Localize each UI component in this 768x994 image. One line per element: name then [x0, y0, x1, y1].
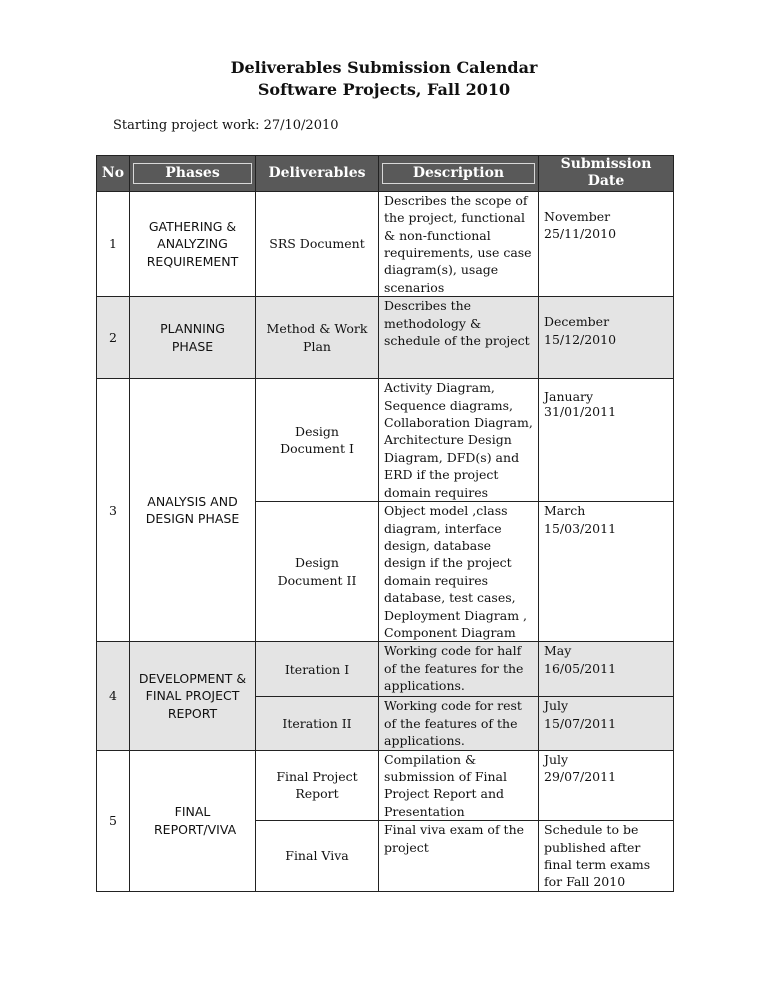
header-no: No — [97, 156, 130, 192]
deliverables-table — [96, 155, 674, 892]
deliverable-name: Iteration I — [256, 642, 379, 697]
deliverable-description: Describes the scope of the project, functional & non-functional requirements, use case diagram(s), usage scenarios — [379, 191, 539, 296]
phase-name: FINAL REPORT/VIVA — [130, 750, 256, 891]
table-row — [97, 642, 674, 697]
deliverable-name: SRS Document — [256, 191, 379, 296]
deliverable-description: Object model ,class diagram, interface design, database design if the project domain requires database, test cases, Deployment Diagram , Component Diagram — [379, 502, 539, 642]
table-header-row — [97, 156, 674, 192]
header-phases: Phases — [130, 156, 256, 192]
header-deliverables: Deliverables — [256, 156, 379, 192]
deliverable-name: Method & Work Plan — [256, 297, 379, 379]
deliverable-description: Working code for rest of the features of the applications. — [379, 697, 539, 750]
submission-date: May 16/05/2011 — [539, 642, 674, 697]
submission-date: December 15/12/2010 — [539, 297, 674, 379]
start-date-line: Starting project work: 27/10/2010 — [113, 118, 339, 133]
header-description: Description — [379, 156, 539, 192]
deliverable-name: Final Viva — [256, 821, 379, 892]
phase-no: 3 — [97, 379, 130, 642]
submission-date: July 15/07/2011 — [539, 697, 674, 750]
deliverable-description: Working code for half of the features for the applications. — [379, 642, 539, 697]
header-submission-date: Submission Date — [539, 156, 674, 192]
submission-date: March 15/03/2011 — [539, 502, 674, 642]
submission-date: November 25/11/2010 — [539, 191, 674, 296]
table-row — [97, 379, 674, 502]
deliverable-name: Final Project Report — [256, 750, 379, 821]
deliverable-name: Iteration II — [256, 697, 379, 750]
table-row — [97, 750, 674, 821]
phase-name: GATHERING & ANALYZING REQUIREMENT — [130, 191, 256, 296]
phase-no: 5 — [97, 750, 130, 891]
submission-date: Schedule to be published after final term exams for Fall 2010 — [539, 821, 674, 892]
table-row — [97, 297, 674, 379]
phase-no: 4 — [97, 642, 130, 750]
phase-no: 1 — [97, 191, 130, 296]
submission-date: January 31/01/2011 — [539, 379, 674, 502]
deliverable-name: Design Document I — [256, 379, 379, 502]
phase-no: 2 — [97, 297, 130, 379]
phase-name: PLANNING PHASE — [130, 297, 256, 379]
phase-name: DEVELOPMENT & FINAL PROJECT REPORT — [130, 642, 256, 750]
deliverable-description: Final viva exam of the project — [379, 821, 539, 892]
deliverable-description: Compilation & submission of Final Project Report and Presentation — [379, 750, 539, 821]
submission-date: July 29/07/2011 — [539, 750, 674, 821]
deliverable-description: Activity Diagram, Sequence diagrams, Collaboration Diagram, Architecture Design Diagram, DFD(s) and ERD if the project domain requires — [379, 379, 539, 502]
deliverable-name: Design Document II — [256, 502, 379, 642]
table-row — [97, 191, 674, 296]
phase-name: ANALYSIS AND DESIGN PHASE — [130, 379, 256, 642]
deliverable-description: Describes the methodology & schedule of the project — [379, 297, 539, 379]
document-subtitle: Software Projects, Fall 2010 — [257, 80, 511, 99]
document-title: Deliverables Submission Calendar — [230, 58, 538, 77]
